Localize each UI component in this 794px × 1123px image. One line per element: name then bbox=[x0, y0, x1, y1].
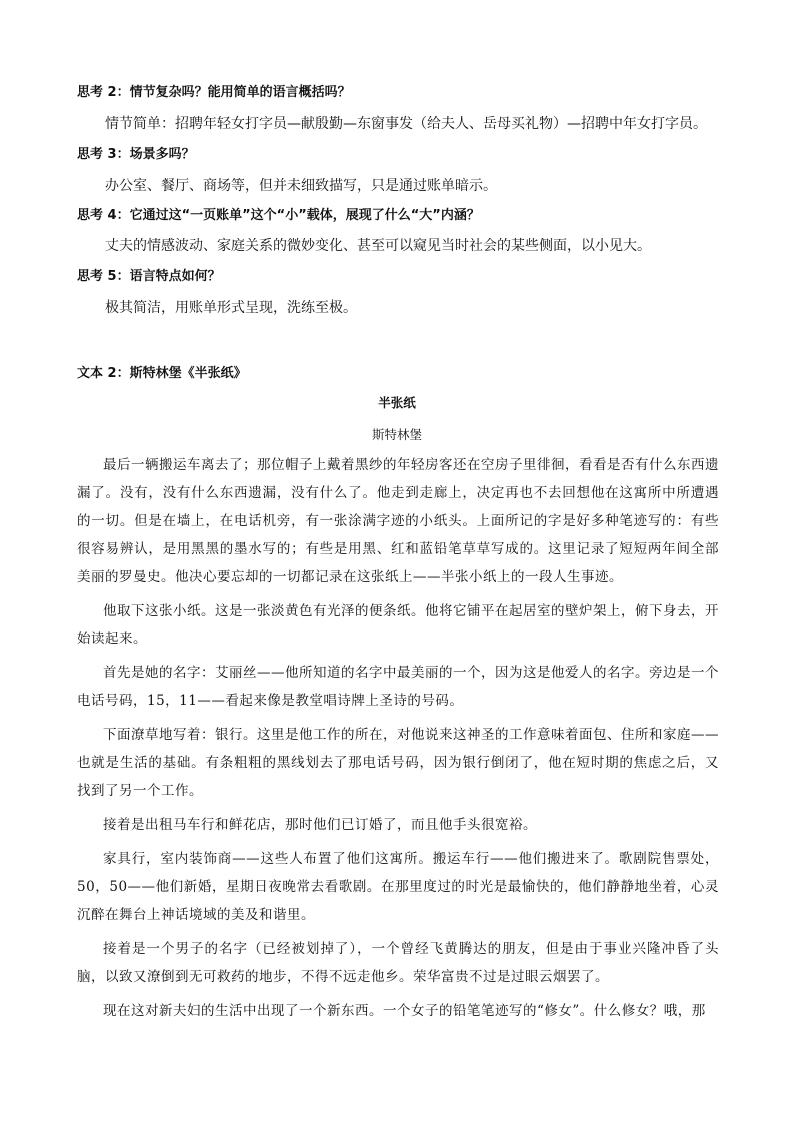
answer-4: 丈夫的情感波动、家庭关系的微妙变化、甚至可以窥见当时社会的某些侧面，以小见大。 bbox=[105, 238, 651, 254]
story-paragraph-6: 家具行，室内装饰商——这些人布置了他们这寓所。搬运车行——他们搬进来了。歌剧院售票处，50，50——他们新婚，星期日夜晚常去看歌剧。在那里度过的时光是最愉快的，他们静静地坐着，心灵沉醉在舞台上神话境域的美及和谐里。 bbox=[77, 851, 719, 923]
story-paragraph-5: 接着是出租马车行和鲜花店，那时他们已订婚了，而且他手头很宽裕。 bbox=[103, 817, 537, 833]
story-paragraph-4: 下面潦草地写着：银行。这里是他工作的所在，对他说来这神圣的工作意味着面包、住所和家庭——也就是生活的基础。有条粗粗的黑线划去了那电话号码，因为银行倒闭了，他在短时期的焦虑之后，又找到了另一个工作。 bbox=[77, 727, 719, 799]
story-title: 半张纸 bbox=[378, 395, 416, 410]
question-3: 思考 3：场景多吗？ bbox=[77, 147, 195, 162]
question-4: 思考 4：它通过这“一页账单”这个“小”载体，展现了什么“大”内涵？ bbox=[77, 208, 480, 223]
question-2: 思考 2：情节复杂吗？能用简单的语言概括吗？ bbox=[77, 85, 351, 100]
answer-5: 极其简洁，用账单形式呈现，洗练至极。 bbox=[105, 300, 357, 316]
story-body bbox=[77, 451, 719, 1031]
answer-2: 情节简单：招聘年轻女打字员—献殷勤—东窗事发（给夫人、岳母买礼物）—招聘中年女打字员。 bbox=[105, 116, 707, 132]
story-paragraph-3: 首先是她的名字：艾丽丝——他所知道的名字中最美丽的一个，因为这是他爱人的名字。旁边是一个电话号码，15，11——看起来像是教堂唱诗牌上圣诗的号码。 bbox=[77, 665, 719, 709]
story-author: 斯特林堡 bbox=[371, 427, 422, 442]
question-5: 思考 5：语言特点如何？ bbox=[77, 269, 221, 284]
story-paragraph-1: 最后一辆搬运车离去了；那位帽子上戴着黑纱的年轻房客还在空房子里徘徊，看看是否有什么东西遗漏了。没有，没有什么东西遗漏，没有什么了。他走到走廊上，决定再也不去回想他在这寓所中所遭遇的一切。但是在墙上，在电话机旁，有一张涂满字迹的小纸头。上面所记的字是好多种笔迹写的：有些很容易辨认，是用黑黑的墨水写的；有些是用黑、红和蓝铅笔草草写成的。这里记录了短短两年间全部美丽的罗曼史。他决心要忘却的一切都记录在这张纸上——半张小纸上的一段人生事迹。 bbox=[77, 457, 719, 585]
answer-3: 办公室、餐厅、商场等，但并未细致描写，只是通过账单暗示。 bbox=[105, 178, 497, 194]
story-paragraph-7: 接着是一个男子的名字（已经被划掉了），一个曾经飞黄腾达的朋友，但是由于事业兴隆冲昏了头脑，以致又潦倒到无可救药的地步，不得不远走他乡。荣华富贵不过是过眼云烟罢了。 bbox=[77, 941, 719, 985]
section-title: 文本 2：斯特林堡《半张纸》 bbox=[77, 366, 247, 381]
story-paragraph-2: 他取下这张小纸。这是一张淡黄色有光泽的便条纸。他将它铺平在起居室的壁炉架上，俯下身去，开始读起来。 bbox=[77, 603, 719, 647]
story-paragraph-8: 现在这对新夫妇的生活中出现了一个新东西。一个女子的铅笔笔迹写的“修女”。什么修女？哦，那 bbox=[103, 1003, 706, 1019]
